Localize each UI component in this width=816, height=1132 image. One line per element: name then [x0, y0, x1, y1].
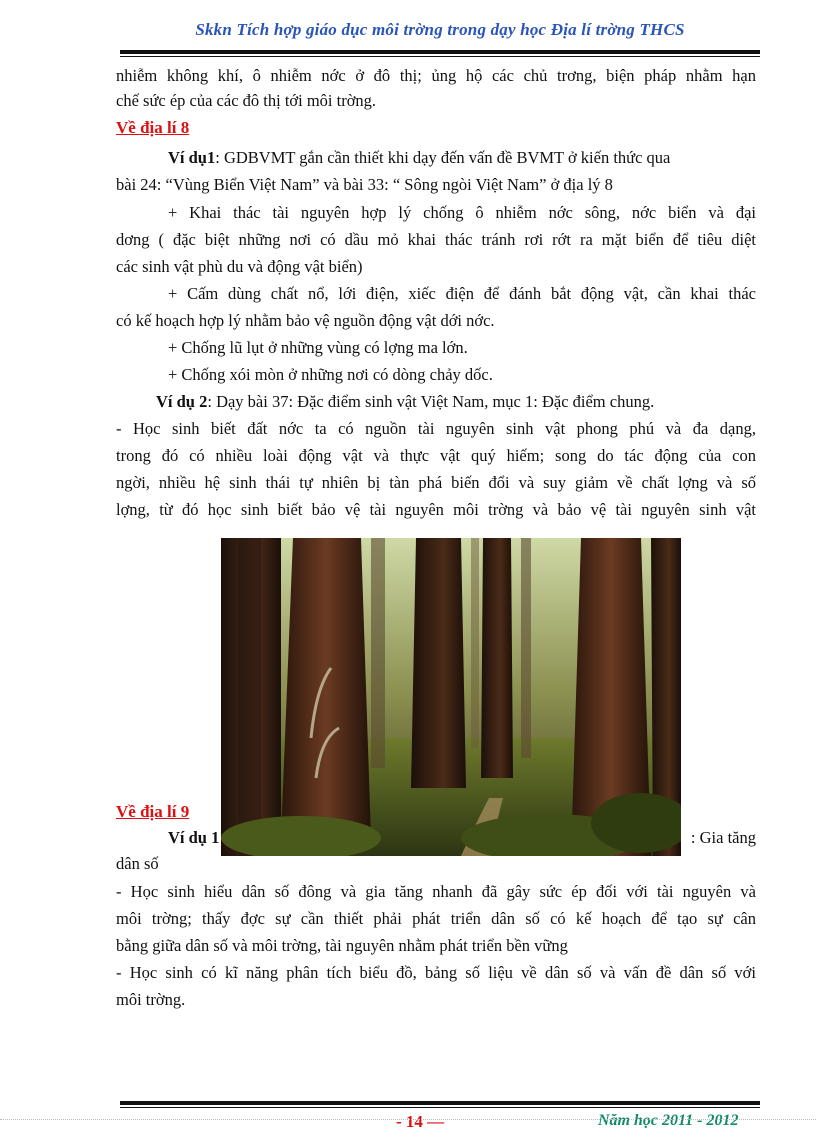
- example-text: : Dạy bài 37: Đặc điểm sinh vật Việt Nam, mục 1: Đặc điểm chung.: [207, 392, 655, 411]
- section-heading-dia-li-9: Về địa lí 9: [116, 802, 190, 821]
- paragraph-line: chế sức ép của các đô thị tới môi trờng.: [116, 91, 377, 110]
- example-label: Ví dụ 2: [156, 392, 208, 411]
- school-year: Năm học 2011 - 2012: [598, 1112, 739, 1129]
- page-number: - 14 —: [396, 1112, 445, 1131]
- paragraph-line: nhiễm không khí, ô nhiễm nớc ở đô thị; ủng hộ các chủ trơng, biện pháp nhằm hạn: [116, 66, 756, 85]
- paragraph-line: - Học sinh có kĩ năng phân tích biểu đồ, bảng số liệu về dân số và vấn đề dân số với: [116, 963, 756, 982]
- paragraph-line: lợng, từ đó học sinh biết bảo vệ tài nguyên môi trờng và bảo vệ tài nguyên sinh vật: [116, 500, 756, 519]
- header-title: Skkn Tích hợp giáo dục môi trờng trong dạy học Địa lí trờng THCS: [195, 20, 685, 39]
- bullet-line: + Khai thác tài nguyên hợp lý chống ô nhiễm nớc sông, nớc biển và đại: [168, 203, 756, 222]
- paragraph-line: môi trờng.: [116, 990, 186, 1009]
- example-1-line: [168, 146, 756, 170]
- bullet-line: + Chống lũ lụt ở những vùng có lợng ma lớn.: [168, 338, 468, 357]
- paragraph-line: dân số: [116, 854, 159, 873]
- example-label: Ví dụ 1: [168, 828, 220, 847]
- paragraph-line: có kế hoạch hợp lý nhằm bảo vệ nguồn động vật dới nớc.: [116, 311, 495, 330]
- footer-rule: [120, 1101, 760, 1105]
- paragraph-line: bằng giữa dân số và môi trờng, tài nguyên nhằm phát triển bền vững: [116, 936, 568, 955]
- example-text-tail: : Gia tăng: [690, 828, 756, 847]
- paragraph-line: môi trờng; thấy đợc sự cần thiết phải phát triển dân số có kế hoạch để tạo sự cân: [116, 909, 756, 928]
- paragraph-line: - Học sinh biết đất nớc ta có nguồn tài nguyên sinh vật phong phú và đa dạng,: [116, 419, 756, 438]
- paragraph-line: bài 24: “Vùng Biển Việt Nam” và bài 33: “ Sông ngòi Việt Nam” ở địa lý 8: [116, 175, 613, 194]
- footer-rule-thin: [120, 1107, 760, 1108]
- paragraph-line: - Học sinh hiểu dân số đông và gia tăng nhanh đã gây sức ép đối với tài nguyên và: [116, 882, 756, 901]
- bullet-line: + Chống xói mòn ở những nơi có dòng chảy dốc.: [168, 365, 493, 384]
- forest-photo: [221, 538, 681, 856]
- paragraph-line: các sinh vật phù du và động vật biển): [116, 257, 363, 276]
- paragraph-line: dơng ( đặc biệt những nơi có dầu mỏ khai thác tránh rơi rớt ra mặt biển để tiêu diệt: [116, 230, 756, 249]
- example-label: Ví dụ1: [168, 148, 216, 167]
- section-heading-dia-li-8: Về địa lí 8: [116, 118, 190, 137]
- bullet-line: + Cấm dùng chất nổ, lới điện, xiếc điện để đánh bắt động vật, cần khai thác: [168, 284, 756, 303]
- example-2-line: [156, 390, 756, 414]
- footer-dotted-rule: [0, 1119, 816, 1120]
- paragraph-line: ngời, nhiều hệ sinh thái tự nhiên bị tàn phá biến đổi và suy giảm về chất lợng và số: [116, 473, 756, 492]
- header-rule: [120, 50, 760, 54]
- header-rule-thin: [120, 56, 760, 57]
- paragraph-line: trong đó có nhiều loài động vật và thực vật quý hiếm; song do tác động của con: [116, 446, 756, 465]
- example-text: : GDBVMT gắn cần thiết khi dạy đến vấn đề BVMT ở kiến thức qua: [215, 148, 671, 167]
